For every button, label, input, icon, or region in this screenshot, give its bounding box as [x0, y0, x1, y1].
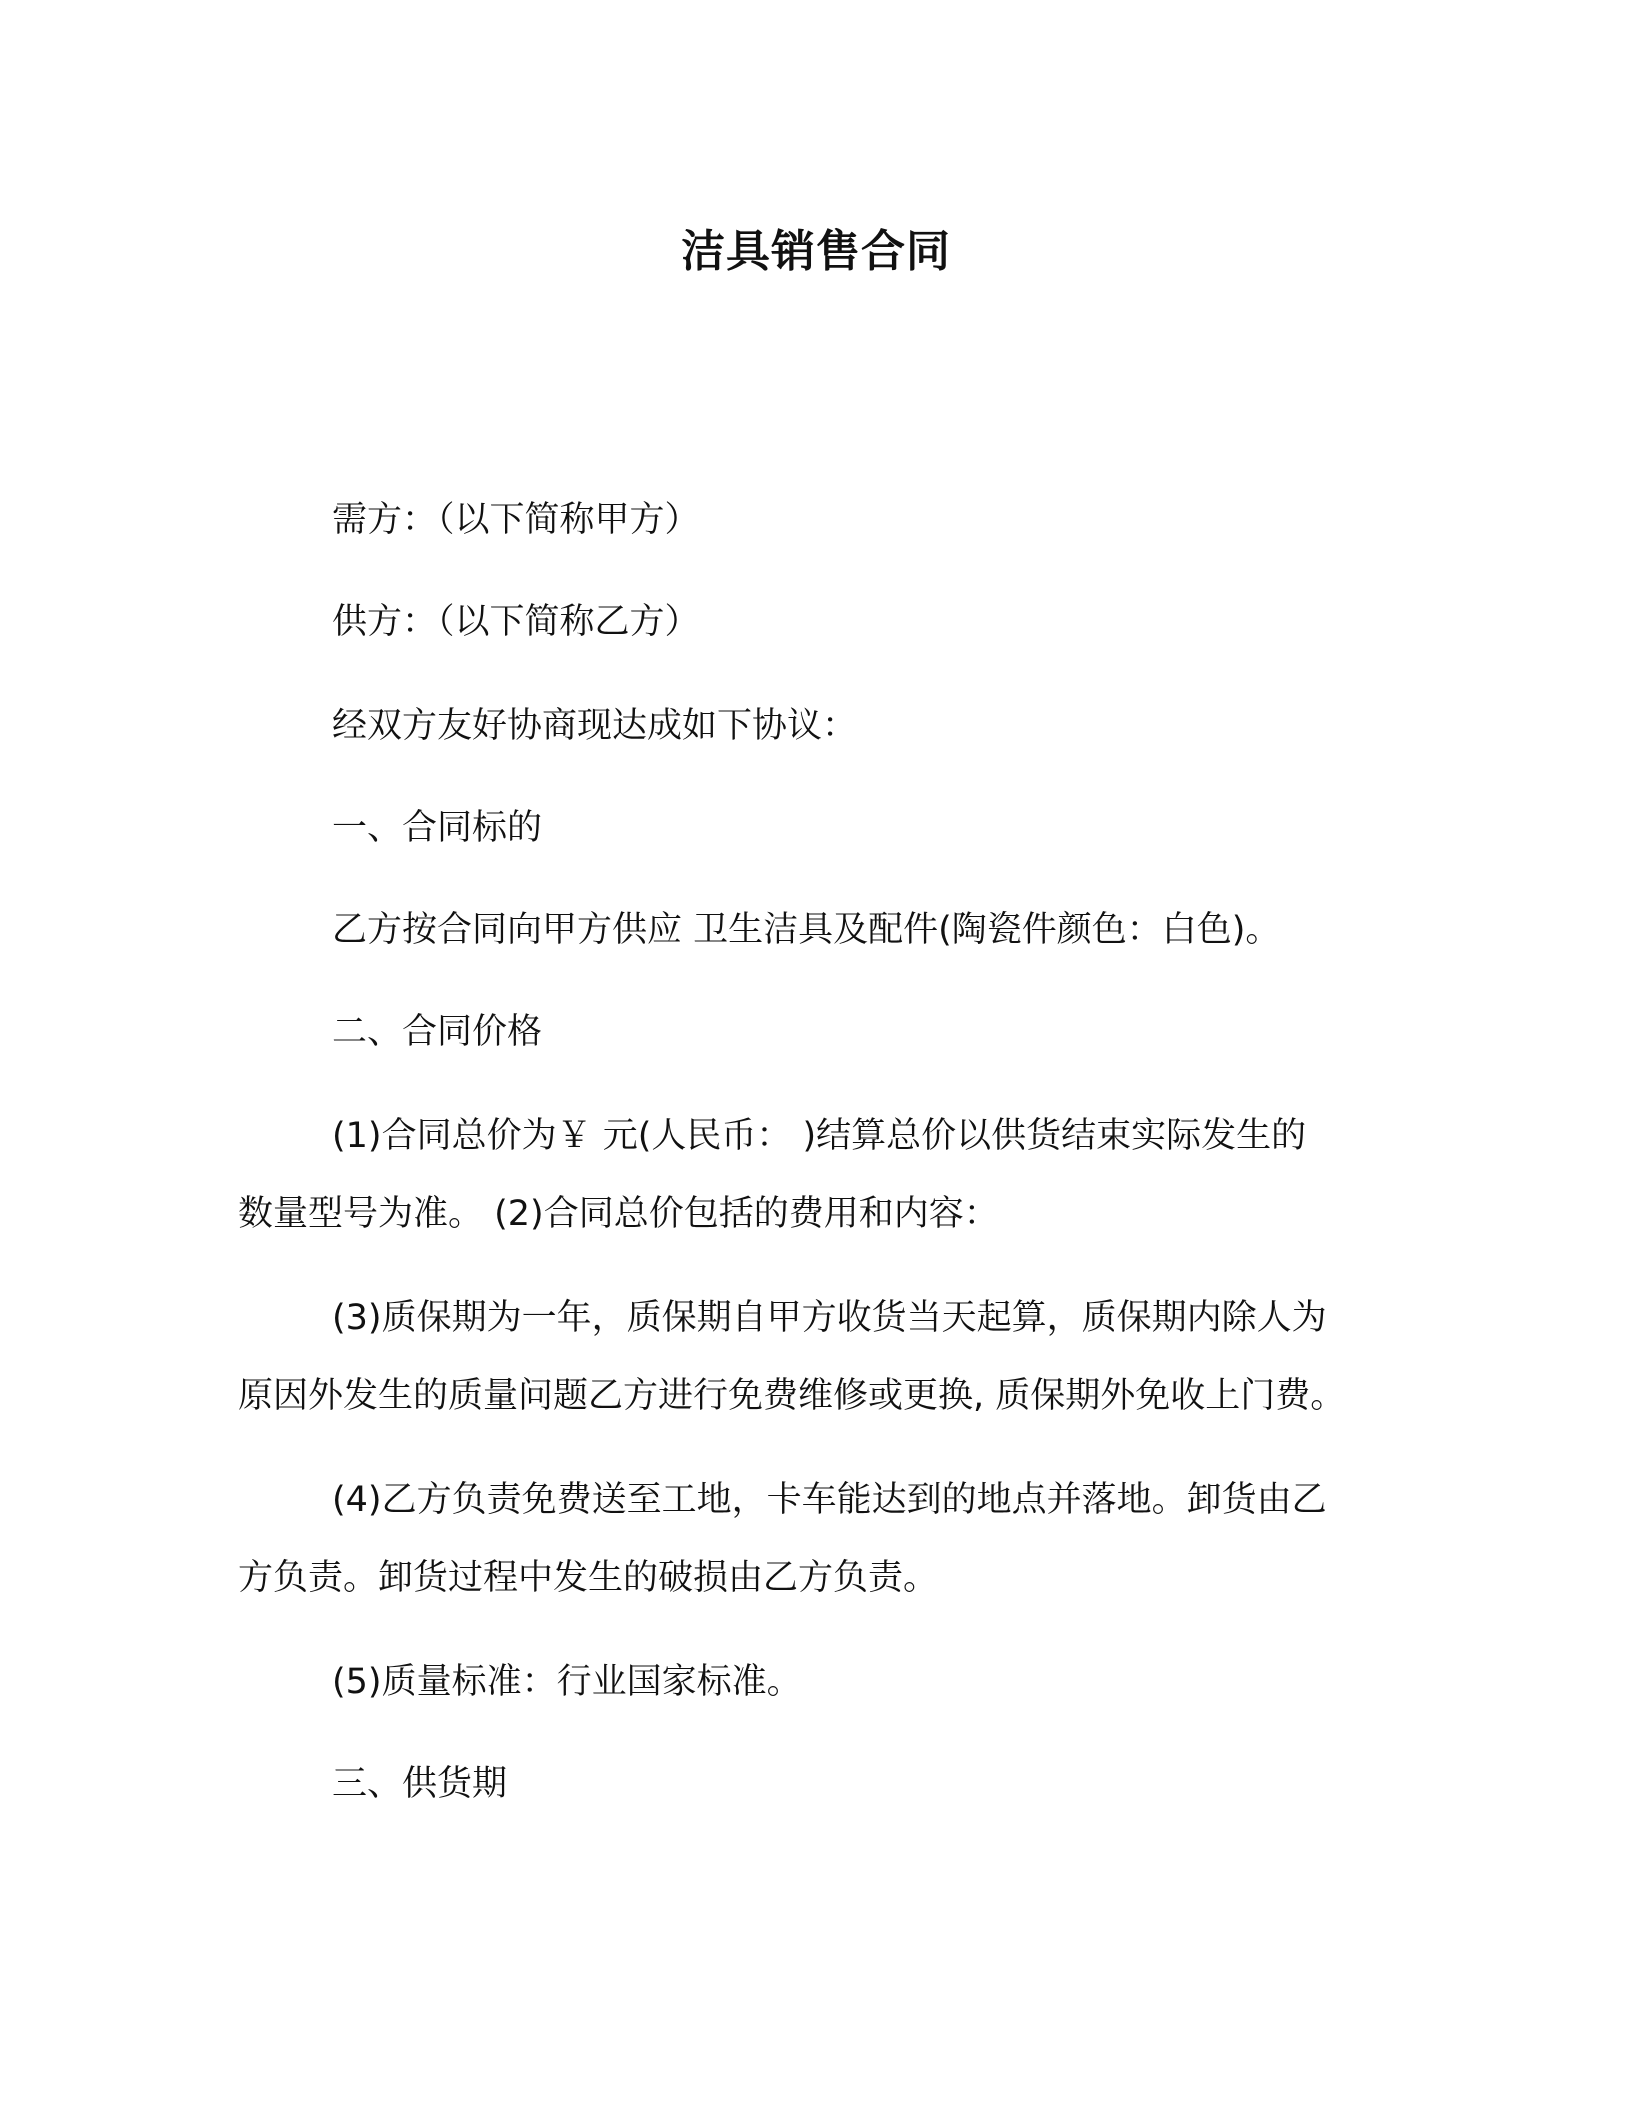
section-heading-subject: 一、合同标的 [332, 808, 543, 848]
quality-standard-clause: (5)质量标准：行业国家标准。 [332, 1662, 802, 1702]
delivery-clause-cont: 方负责。卸货过程中发生的破损由乙方负责。 [238, 1558, 939, 1598]
subject-paragraph: 乙方按合同向甲方供应 卫生洁具及配件(陶瓷件颜色：白色)。 [332, 910, 1281, 950]
agreement-intro: 经双方友好协商现达成如下协议： [332, 706, 858, 746]
section-heading-supply-period: 三、供货期 [332, 1764, 508, 1804]
warranty-clause-cont: 原因外发生的质量问题乙方进行免费维修或更换, 质保期外免收上门费。 [238, 1376, 1346, 1416]
warranty-clause: (3)质保期为一年，质保期自甲方收货当天起算，质保期内除人为 [332, 1298, 1327, 1338]
buyer-line: 需方：（以下简称甲方） [332, 500, 700, 540]
delivery-clause: (4)乙方负责免费送至工地，卡车能达到的地点并落地。卸货由乙 [332, 1480, 1327, 1520]
document-title: 洁具销售合同 [681, 226, 951, 277]
price-clause-1: (1)合同总价为￥ 元(人民币： )结算总价以供货结束实际发生的 [332, 1116, 1307, 1156]
price-clause-1-cont: 数量型号为准。 (2)合同总价包括的费用和内容： [238, 1194, 999, 1234]
supplier-line: 供方：（以下简称乙方） [332, 602, 700, 642]
section-heading-price: 二、合同价格 [332, 1012, 543, 1052]
